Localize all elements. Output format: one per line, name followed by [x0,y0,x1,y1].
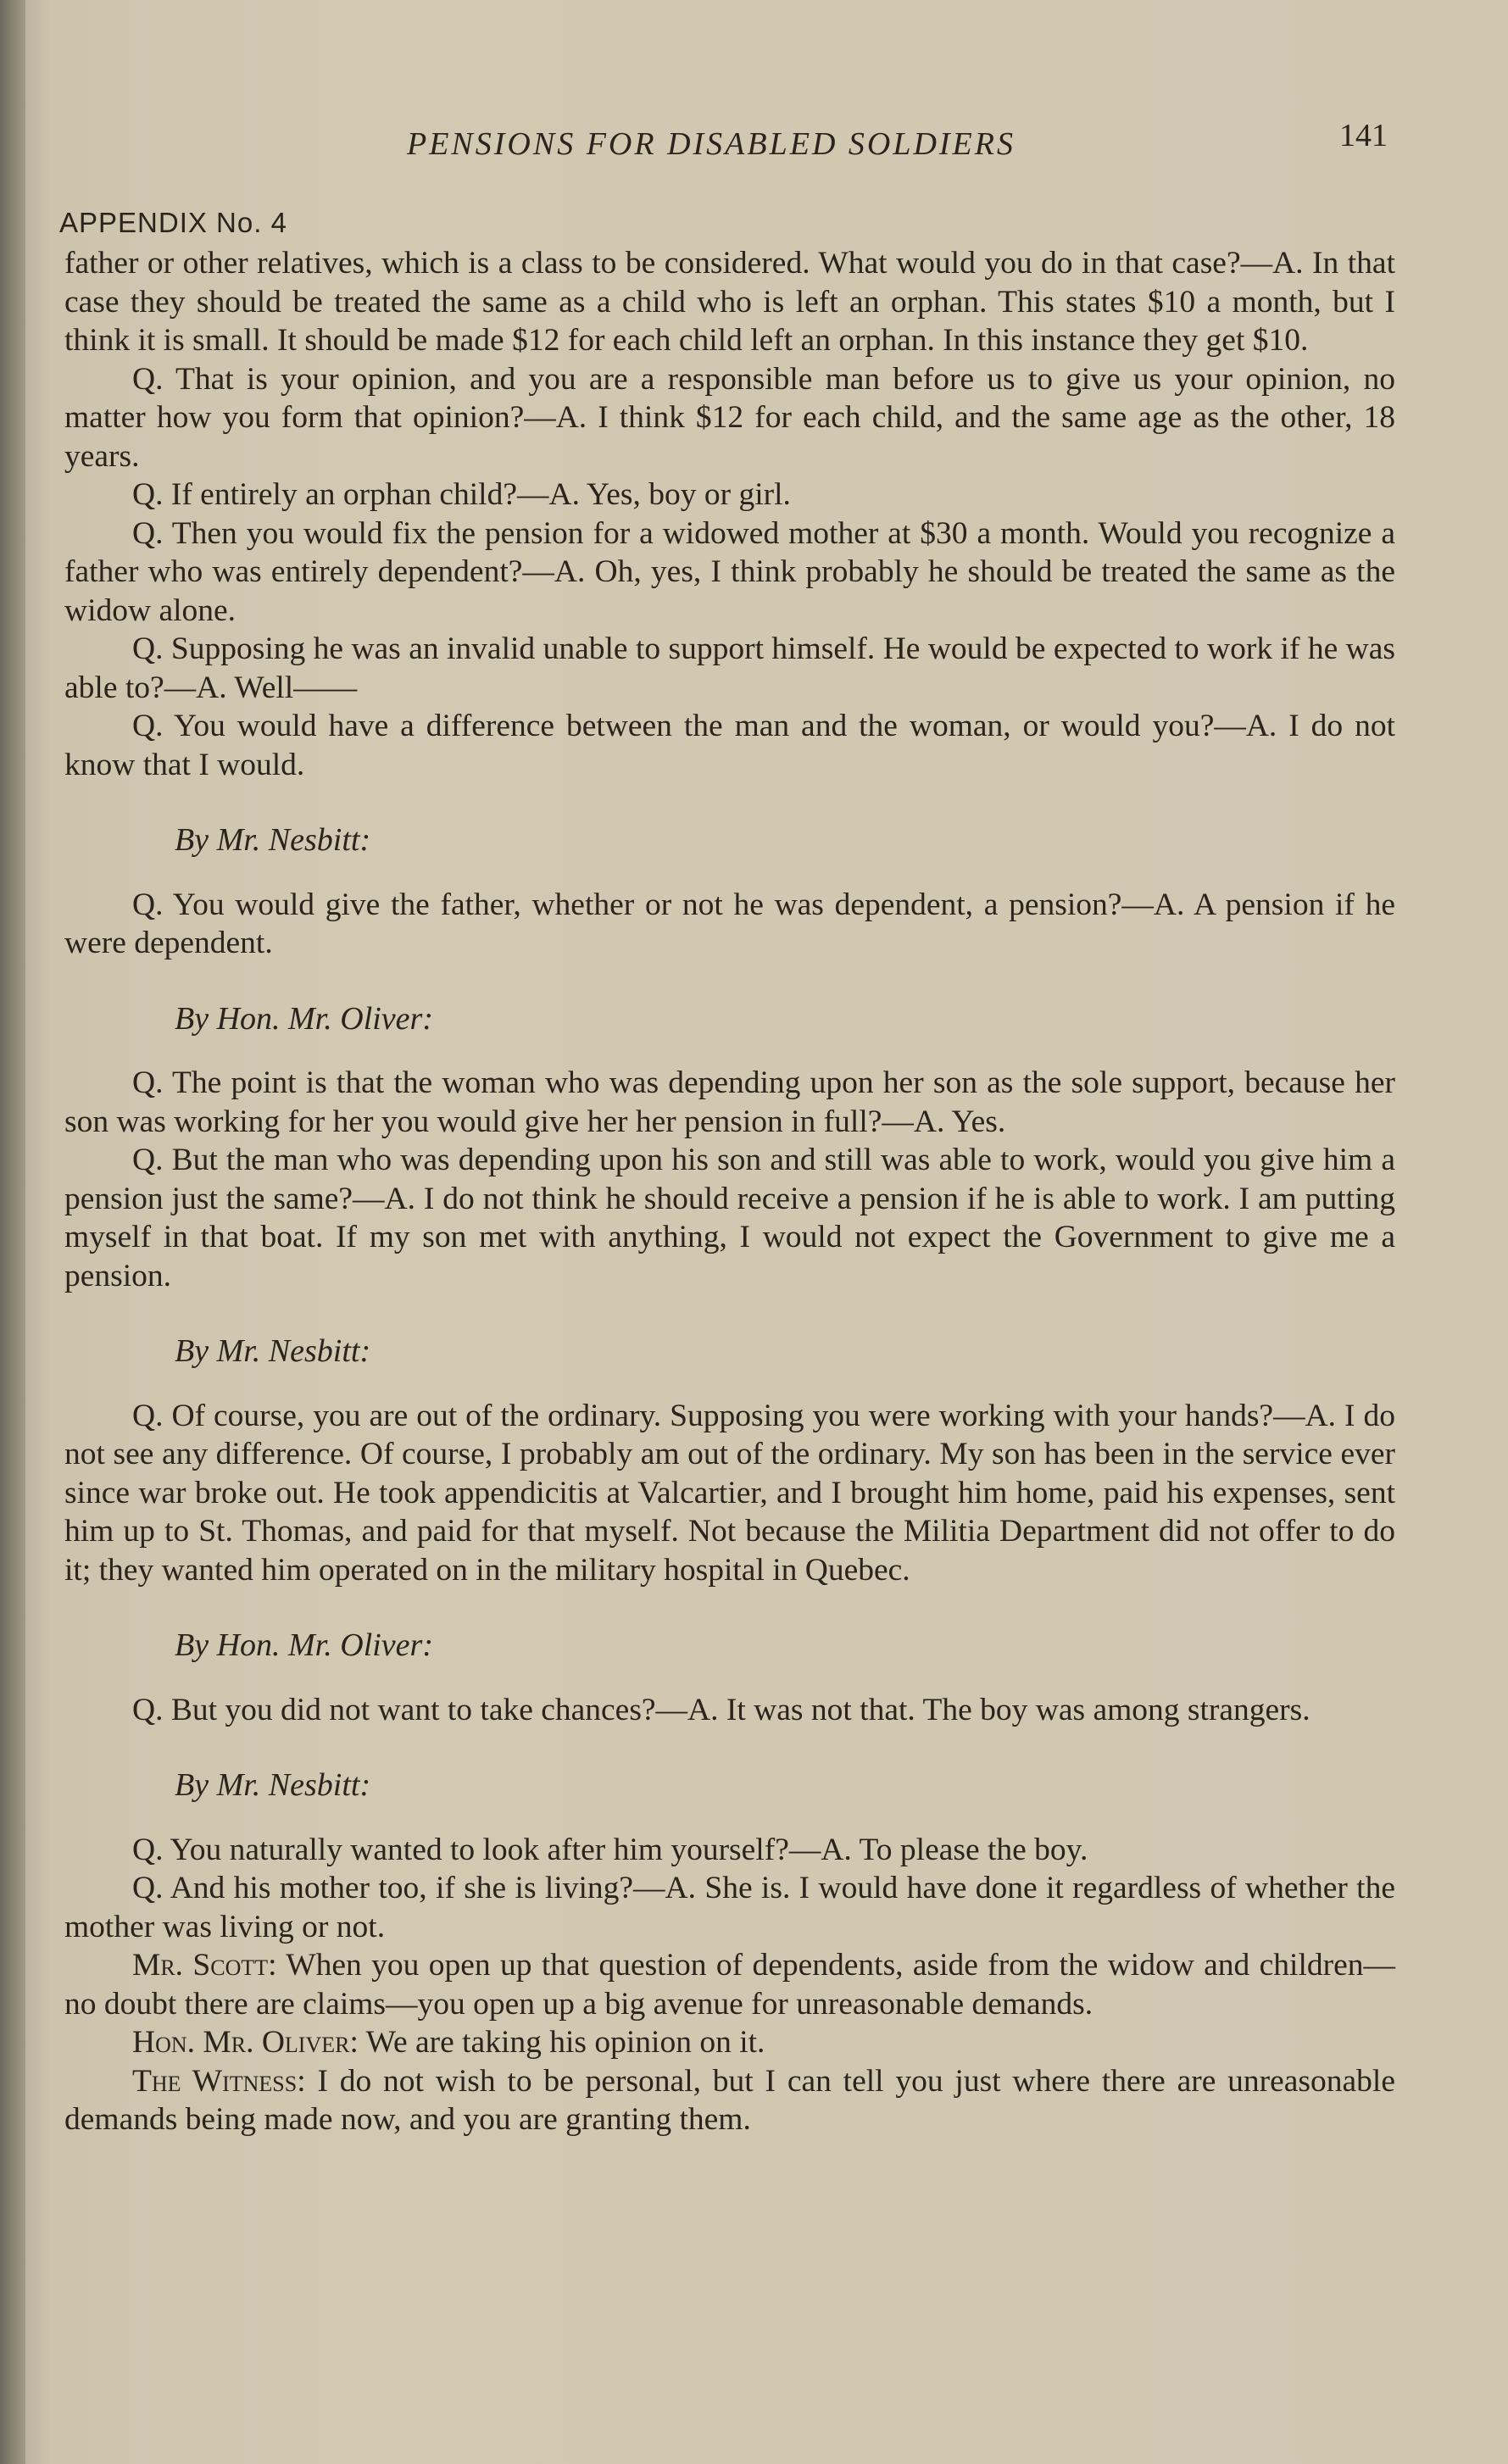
page-header [0,117,1508,168]
speaker-name: Mr. Scott: [132,1948,277,1983]
question-answer-paragraph: Q. Of course, you are out of the ordinary. Supposing you were working with your hands?—A. I do not see any difference. Of course, I probably am out of the ordinary. My son has been in the service ever since war broke out. He took appendicitis at Valcartier, and I brought him home, paid his expenses, sent him up to St. Thomas, and paid for that myself. Not because the Militia Department did not offer to do it; they wanted him operated on in the military hospital in Quebec. [64,1398,1395,1588]
speaker-statement [64,2023,1395,2062]
speaker-statement [64,2062,1395,2139]
question-answer-paragraph: Q. You naturally wanted to look after him yourself?—A. To please the boy. [132,1832,1088,1867]
question-answer-paragraph: Q. But you did not want to take chances?—A. It was not that. The boy was among strangers. [132,1692,1310,1727]
running-title: PENSIONS FOR DISABLED SOLDIERS [407,126,1016,162]
page-number: 141 [1339,118,1388,153]
question-answer-paragraph: Q. If entirely an orphan child?—A. Yes, boy or girl. [132,477,791,512]
question-answer-paragraph: Q. You would have a difference between the man and the woman, or would you?—A. I do not know that I would. [64,709,1395,782]
speaker-heading: By Mr. Nesbitt: [175,1767,371,1803]
question-answer-paragraph: Q. You would give the father, whether or not he was dependent, a pension?—A. A pension if he were dependent. [64,887,1395,960]
speaker-heading: By Hon. Mr. Oliver: [175,1627,433,1663]
question-answer-paragraph: Q. But the man who was depending upon his son and still was able to work, would you give him a pension just the same?—A. I do not think he should receive a pension if he is able to work. I am putting myself in that boat. If my son met with anything, I would not expect the Government to give me a pension. [64,1143,1395,1293]
question-answer-paragraph: Q. Then you would fix the pension for a widowed mother at $30 a month. Would you recognize a father who was entirely dependent?—A. Oh, yes, I think probably he should be treated the same as the widow alone. [64,515,1395,628]
speaker-name: Hon. Mr. Oliver: [132,2025,359,2060]
continued-paragraph: father or other relatives, which is a class to be considered. What would you do in that case?—A. In that case they should be treated the same as a child who is left an orphan. This states $10 a month, but I think it is small. It should be made $12 for each child left an orphan. In this instance they get $10. [64,246,1395,358]
statement-text: We are taking his opinion on it. [365,2025,765,2060]
question-answer-paragraph: Q. And his mother too, if she is living?—A. She is. I would have done it regardless of whether the mother was living or not. [64,1871,1395,1944]
speaker-name: The Witness: [132,2063,306,2099]
question-answer-paragraph: Q. Supposing he was an invalid unable to support himself. He would be expected to work if he was able to?—A. Well—— [64,631,1395,705]
body-text [64,244,1395,2139]
question-answer-paragraph: Q. The point is that the woman who was depending upon her son as the sole support, because her son was working for her you would give her her pension in full?—A. Yes. [64,1065,1395,1139]
statement-text: When you open up that question of dependents, aside from the widow and children—no doubt there are claims—you open up a big avenue for unreasonable demands. [64,1948,1396,2022]
appendix-label: APPENDIX No. 4 [59,207,287,238]
speaker-heading: By Hon. Mr. Oliver: [175,1000,433,1037]
book-spine-shadow [0,0,25,2464]
speaker-heading: By Mr. Nesbitt: [175,822,371,858]
speaker-heading: By Mr. Nesbitt: [175,1333,371,1369]
speaker-statement [64,1946,1395,2023]
question-answer-paragraph: Q. That is your opinion, and you are a responsible man before us to give us your opinion, no matter how you form that opinion?—A. I think $12 for each child, and the same age as the other, 18 years. [64,361,1395,474]
statement-text: I do not wish to be personal, but I can tell you just where there are unreasonable demands being made now, and you are granting them. [64,2063,1395,2137]
